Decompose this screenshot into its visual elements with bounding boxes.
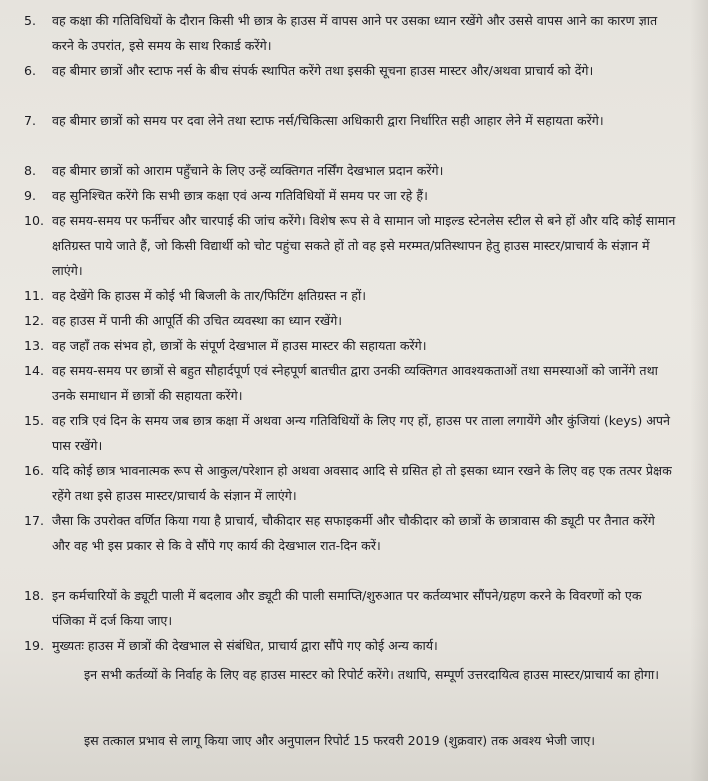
summary-paragraph bbox=[32, 662, 672, 688]
item-number: 12. bbox=[24, 313, 45, 328]
closing-text: इस तत्काल प्रभाव से लागू किया जाए और अनुपालन रिपोर्ट 15 फरवरी 2019 (शुक्रवार) तक अवश्य भेजी जाए। bbox=[84, 733, 596, 748]
item-text: वह सुनिश्चित करेंगे कि सभी छात्र कक्षा एवं अन्य गतिविधियों में समय पर जा रहे हैं। bbox=[52, 188, 428, 203]
list-item bbox=[24, 508, 676, 583]
item-number: 15. bbox=[24, 413, 45, 428]
item-number: 18. bbox=[24, 588, 45, 603]
list-item bbox=[24, 358, 676, 408]
item-number: 19. bbox=[24, 638, 45, 653]
page-edge-shadow bbox=[690, 0, 708, 781]
list-item bbox=[24, 583, 676, 633]
item-number: 9. bbox=[24, 188, 37, 203]
item-number: 5. bbox=[24, 13, 37, 28]
list-item bbox=[24, 308, 676, 333]
list-item bbox=[24, 458, 676, 508]
list-item bbox=[24, 633, 676, 658]
item-text: इन कर्मचारियों के ड्यूटी पाली में बदलाव और ड्यूटी की पाली समाप्ति/शुरुआत पर कर्तव्यभार सौंपने/ग्रहण करने के विवरणों को एक पंजिका में दर्ज किया जाए। bbox=[52, 588, 642, 628]
item-number: 11. bbox=[24, 288, 45, 303]
item-number: 13. bbox=[24, 338, 45, 353]
item-number: 14. bbox=[24, 363, 45, 378]
list-item bbox=[24, 108, 676, 158]
list-item bbox=[24, 208, 676, 283]
item-text: वह देखेंगे कि हाउस में कोई भी बिजली के तार/फिटिंग क्षतिग्रस्त न हों। bbox=[52, 288, 367, 303]
item-number: 16. bbox=[24, 463, 45, 478]
summary-text: इन सभी कर्तव्यों के निर्वाह के लिए वह हाउस मास्टर को रिपोर्ट करेंगे। तथापि, सम्पूर्ण उत्तरदायित्व हाउस मास्टर/प्राचार्य का होगा। bbox=[84, 667, 660, 682]
item-text: वह जहाँ तक संभव हो, छात्रों के संपूर्ण देखभाल में हाउस मास्टर की सहायता करेंगे। bbox=[52, 338, 427, 353]
list-item bbox=[24, 58, 676, 108]
item-text: वह बीमार छात्रों को समय पर दवा लेने तथा स्टाफ नर्स/चिकित्सा अधिकारी द्वारा निर्धारित सही आहार लेने में सहायता करेंगे। bbox=[52, 113, 604, 128]
item-text: वह हाउस में पानी की आपूर्ति की उचित व्यवस्था का ध्यान रखेंगे। bbox=[52, 313, 343, 328]
item-number: 17. bbox=[24, 513, 45, 528]
list-item bbox=[24, 408, 676, 458]
item-text: वह समय-समय पर फर्नीचर और चारपाई की जांच करेंगे। विशेष रूप से वे सामान जो माइल्ड स्टेनलेस स्टील से बने हों और यदि कोई सामान क्षतिग्रस्त पाये जाते हैं, जो किसी विद्यार्थी को चोट पहुंचा सकते हों तो वह इसे मरम्मत/प्रतिस्थापन हेतु हाउस मास्टर/प्राचार्य के संज्ञान में लाएंगे। bbox=[52, 213, 676, 278]
item-text: वह कक्षा की गतिविधियों के दौरान किसी भी छात्र के हाउस में वापस आने पर उसका ध्यान रखेंगे और उससे वापस आने का कारण ज्ञात करने के उपरांत, इसे समय के साथ रिकार्ड करेंगे। bbox=[52, 13, 658, 53]
item-text: वह समय-समय पर छात्रों से बहुत सौहार्दपूर्ण एवं स्नेहपूर्ण बातचीत द्वारा उनकी व्यक्तिगत आवश्यकताओं तथा समस्याओं को जानेंगे तथा उनके समाधान में छात्रों की सहायता करेंगे। bbox=[52, 363, 658, 403]
item-number: 6. bbox=[24, 63, 37, 78]
item-number: 7. bbox=[24, 113, 37, 128]
duties-list bbox=[24, 8, 676, 658]
list-item bbox=[24, 283, 676, 308]
closing-paragraph bbox=[32, 728, 672, 754]
item-text: वह रात्रि एवं दिन के समय जब छात्र कक्षा में अथवा अन्य गतिविधियों के लिए गए हों, हाउस पर ताला लगायेंगे और कुंजियां (keys) अपने पास रखेंगे। bbox=[52, 413, 671, 453]
item-text: वह बीमार छात्रों को आराम पहुँचाने के लिए उन्हें व्यक्तिगत नर्सिंग देखभाल प्रदान करेंगे। bbox=[52, 163, 444, 178]
item-text: वह बीमार छात्रों और स्टाफ नर्स के बीच संपर्क स्थापित करेंगे तथा इसकी सूचना हाउस मास्टर और/अथवा प्राचार्य को देंगे। bbox=[52, 63, 594, 78]
list-item bbox=[24, 158, 676, 183]
list-item bbox=[24, 333, 676, 358]
item-text: मुख्यतः हाउस में छात्रों की देखभाल से संबंधित, प्राचार्य द्वारा सौंपे गए कोई अन्य कार्य। bbox=[52, 638, 438, 653]
item-text: यदि कोई छात्र भावनात्मक रूप से आकुल/परेशान हो अथवा अवसाद आदि से ग्रसित हो तो इसका ध्यान रखने के लिए वह एक तत्पर प्रेक्षक रहेंगे तथा इसे हाउस मास्टर/प्राचार्य के संज्ञान में लाएंगे। bbox=[52, 463, 672, 503]
item-number: 10. bbox=[24, 213, 45, 228]
list-item bbox=[24, 183, 676, 208]
list-item bbox=[24, 8, 676, 58]
item-text: जैसा कि उपरोक्त वर्णित किया गया है प्राचार्य, चौकीदार सह सफाइकर्मी और चौकीदार को छात्रों के छात्रावास की ड्यूटी पर तैनात करेंगे और वह भी इस प्रकार से कि वे सौंपे गए कार्य की देखभाल रात-दिन करें। bbox=[52, 513, 655, 553]
item-number: 8. bbox=[24, 163, 37, 178]
